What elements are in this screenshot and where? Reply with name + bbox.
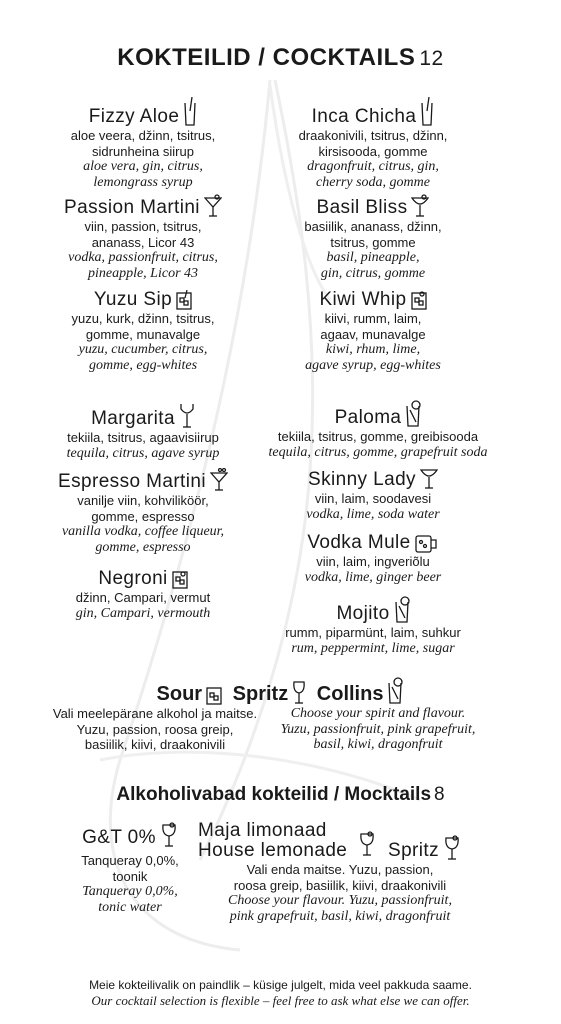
wine-glass-icon (160, 822, 178, 848)
highball-glass-icon (183, 97, 197, 127)
cocktail-item-yuzu-sip (18, 289, 268, 373)
ingredients-en: tequila, citrus, agave syrup (66, 445, 220, 461)
lemonade-text-et (200, 862, 480, 893)
cocktail-item-basil-bliss (248, 194, 498, 281)
ingredients-et: sidrunheina siirup (92, 143, 194, 159)
ingredients-en: cherry soda, gomme (316, 174, 430, 190)
ingredients-en: vodka, passionfruit, citrus, (68, 250, 218, 265)
rocks-glass-icon (411, 290, 427, 310)
text-line: pink grapefruit, basil, kiwi, dragonfruit (229, 908, 451, 924)
cocktail-name: Basil Bliss (316, 197, 408, 218)
text-line: Yuzu, passionfruit, pink grapefruit, (280, 721, 476, 737)
text-line: Vali meelepärane alkohol ja maitse. (52, 706, 258, 721)
mocktails-title-text: Alkoholivabad kokteilid / Mocktails (116, 784, 432, 805)
text-line: Yuzu, passion, roosa greip, (76, 721, 234, 737)
mug-icon (415, 535, 439, 553)
ingredients-et: gomme, munavalge (85, 326, 201, 342)
cocktail-name: Vodka Mule (307, 532, 411, 553)
ingredients-en: agave syrup, egg-whites (305, 357, 441, 373)
martini-glass-icon (210, 468, 228, 492)
cocktail-item-paloma (238, 400, 518, 460)
ingredients-et: toonik (112, 868, 148, 884)
ingredients-en: gin, Campari, vermouth (75, 605, 211, 621)
ingredients-et: vanilje viin, kohviliköör, (77, 493, 209, 508)
ingredients-et: viin, laim, soodavesi (314, 491, 432, 506)
mocktail-spritz-name (388, 835, 461, 862)
cocktail-name: Mojito (336, 603, 390, 624)
lemonade-name-en: House lemonade (198, 840, 348, 861)
ingredients-et: rumm, piparmünt, laim, suhkur (285, 625, 461, 640)
martini-glass-icon (204, 194, 222, 218)
cocktail-name: Yuzu Sip (93, 289, 173, 310)
cocktail-price: 12 (419, 47, 444, 70)
ingredients-et: aloe veera, džinn, tsitrus, (70, 128, 216, 143)
ingredients-et: tsitrus, gomme (330, 234, 416, 250)
cocktail-item-inca-chicha (248, 97, 498, 190)
ingredients-en: pineapple, Licor 43 (87, 265, 199, 281)
ingredients-en: aloe vera, gin, citrus, (83, 159, 203, 174)
ingredients-en: lemongrass syrup (93, 174, 193, 190)
wine-glass-icon (292, 681, 306, 705)
ingredients-et: tekiila, tsitrus, agaavisiirup (67, 430, 219, 445)
ingredients-et: basiilik, ananass, džinn, (304, 219, 442, 234)
ingredients-et: yuzu, kurk, džinn, tsitrus, (71, 311, 215, 326)
collins-label: Collins (316, 683, 384, 705)
ingredients-et: kiivi, rumm, laim, (324, 311, 422, 326)
ingredients-et: viin, passion, tsitrus, (84, 219, 202, 234)
cocktail-item-passion-martini (18, 194, 268, 281)
coupe-glass-icon (420, 466, 438, 490)
ingredients-en: gin, citrus, gomme (320, 265, 426, 281)
spritz-label: Spritz (232, 683, 289, 705)
text-line: Choose your spirit and flavour. (290, 706, 466, 721)
ingredients-en: vanilla vodka, coffee liqueur, (61, 524, 225, 539)
spritz-label: Spritz (388, 840, 439, 861)
cocktail-name: Inca Chicha (311, 106, 417, 127)
mocktail-lemonade-names (198, 821, 358, 861)
rocks-glass-icon (176, 290, 192, 310)
text-line: Vali enda maitse. Yuzu, passion, (246, 862, 434, 877)
text-line: roosa greip, basiilik, kiivi, draakonivili (233, 877, 447, 893)
ingredients-en: Tanqueray 0,0%, (82, 884, 178, 899)
cocktail-item-negroni (18, 568, 268, 621)
ingredients-et: džinn, Campari, vermut (75, 590, 211, 605)
ingredients-et: viin, laim, ingveriõlu (316, 554, 430, 569)
highball-glass-icon (405, 400, 421, 428)
cocktail-item-espresso-martini (18, 468, 268, 555)
highball-glass-icon (394, 596, 410, 624)
text-line: Choose your flavour. Yuzu, passionfruit, (228, 893, 452, 908)
ingredients-en: tequila, citrus, gomme, grapefruit soda (268, 444, 488, 460)
cocktail-name: Skinny Lady (308, 469, 416, 490)
cocktail-item-fizzy-aloe (18, 97, 268, 190)
highball-glass-icon (387, 677, 403, 705)
ingredients-en: yuzu, cucumber, citrus, (78, 342, 208, 357)
margarita-glass-icon (179, 403, 195, 429)
style-options-text-en (258, 706, 498, 753)
cocktail-name: Espresso Martini (58, 471, 206, 492)
cocktail-name: Negroni (98, 568, 168, 589)
text-line: basil, kiwi, dragonfruit (313, 737, 443, 752)
footer-note-et: Meie kokteilivalik on paindlik – küsige julgelt, mida veel pakkuda saame. (89, 978, 472, 992)
ingredients-et: draakonivili, tsitrus, džinn, (298, 128, 448, 143)
ingredients-en: dragonfruit, citrus, gin, (307, 159, 439, 174)
ingredients-et: gomme, espresso (91, 508, 195, 524)
style-options-row (0, 677, 561, 706)
mocktail-item-gt (50, 822, 210, 915)
mocktail-price: 8 (434, 784, 445, 805)
coupe-glass-icon (411, 194, 429, 218)
menu-title (0, 44, 561, 72)
ingredients-et: ananass, Licor 43 (91, 234, 195, 250)
lemonade-text-en (195, 893, 485, 924)
ingredients-et: kirsisooda, gomme (318, 143, 428, 159)
wine-glass-icon (443, 835, 461, 861)
style-options-text-et (40, 706, 270, 753)
ingredients-en: rum, peppermint, lime, sugar (291, 640, 455, 656)
ingredients-en: kiwi, rhum, lime, (325, 342, 421, 357)
cocktail-name: Fizzy Aloe (88, 106, 180, 127)
rocks-glass-icon (172, 569, 188, 589)
ingredients-et: tekiila, tsitrus, gomme, greibisooda (277, 429, 479, 444)
cocktail-item-mojito (248, 596, 498, 656)
ingredients-en: vodka, lime, ginger beer (304, 569, 442, 585)
highball-glass-icon (420, 97, 434, 127)
cocktail-item-vodka-mule (248, 532, 498, 585)
ingredients-en: tonic water (98, 899, 162, 915)
wine-glass-icon (358, 831, 376, 857)
menu-title-text: KOKTEILID / COCKTAILS (117, 44, 416, 71)
ingredients-en: gomme, egg-whites (88, 357, 198, 373)
cocktail-name: Kiwi Whip (319, 289, 407, 310)
sour-label: Sour (156, 683, 203, 705)
lemonade-name-et: Maja limonaad (198, 820, 327, 841)
footer-note-en: Our cocktail selection is flexible – feel free to ask what else we can offer. (91, 993, 470, 1008)
cocktail-item-skinny-lady (248, 466, 498, 522)
mocktail-name: G&T 0% (82, 827, 156, 848)
cocktail-item-kiwi-whip (248, 289, 498, 373)
cocktail-name: Passion Martini (64, 197, 200, 218)
cocktail-name: Paloma (334, 407, 402, 428)
ingredients-en: vodka, lime, soda water (306, 506, 440, 522)
mocktails-title (0, 784, 561, 806)
rocks-glass-icon (206, 685, 222, 705)
ingredients-en: basil, pineapple, (326, 250, 420, 265)
ingredients-en: gomme, espresso (95, 539, 191, 555)
cocktail-item-margarita (18, 403, 268, 461)
text-line: basiilik, kiivi, draakonivili (84, 737, 226, 752)
cocktail-name: Margarita (91, 408, 175, 429)
ingredients-et: agaav, munavalge (320, 326, 426, 342)
ingredients-et: Tanqueray 0,0%, (81, 853, 179, 868)
